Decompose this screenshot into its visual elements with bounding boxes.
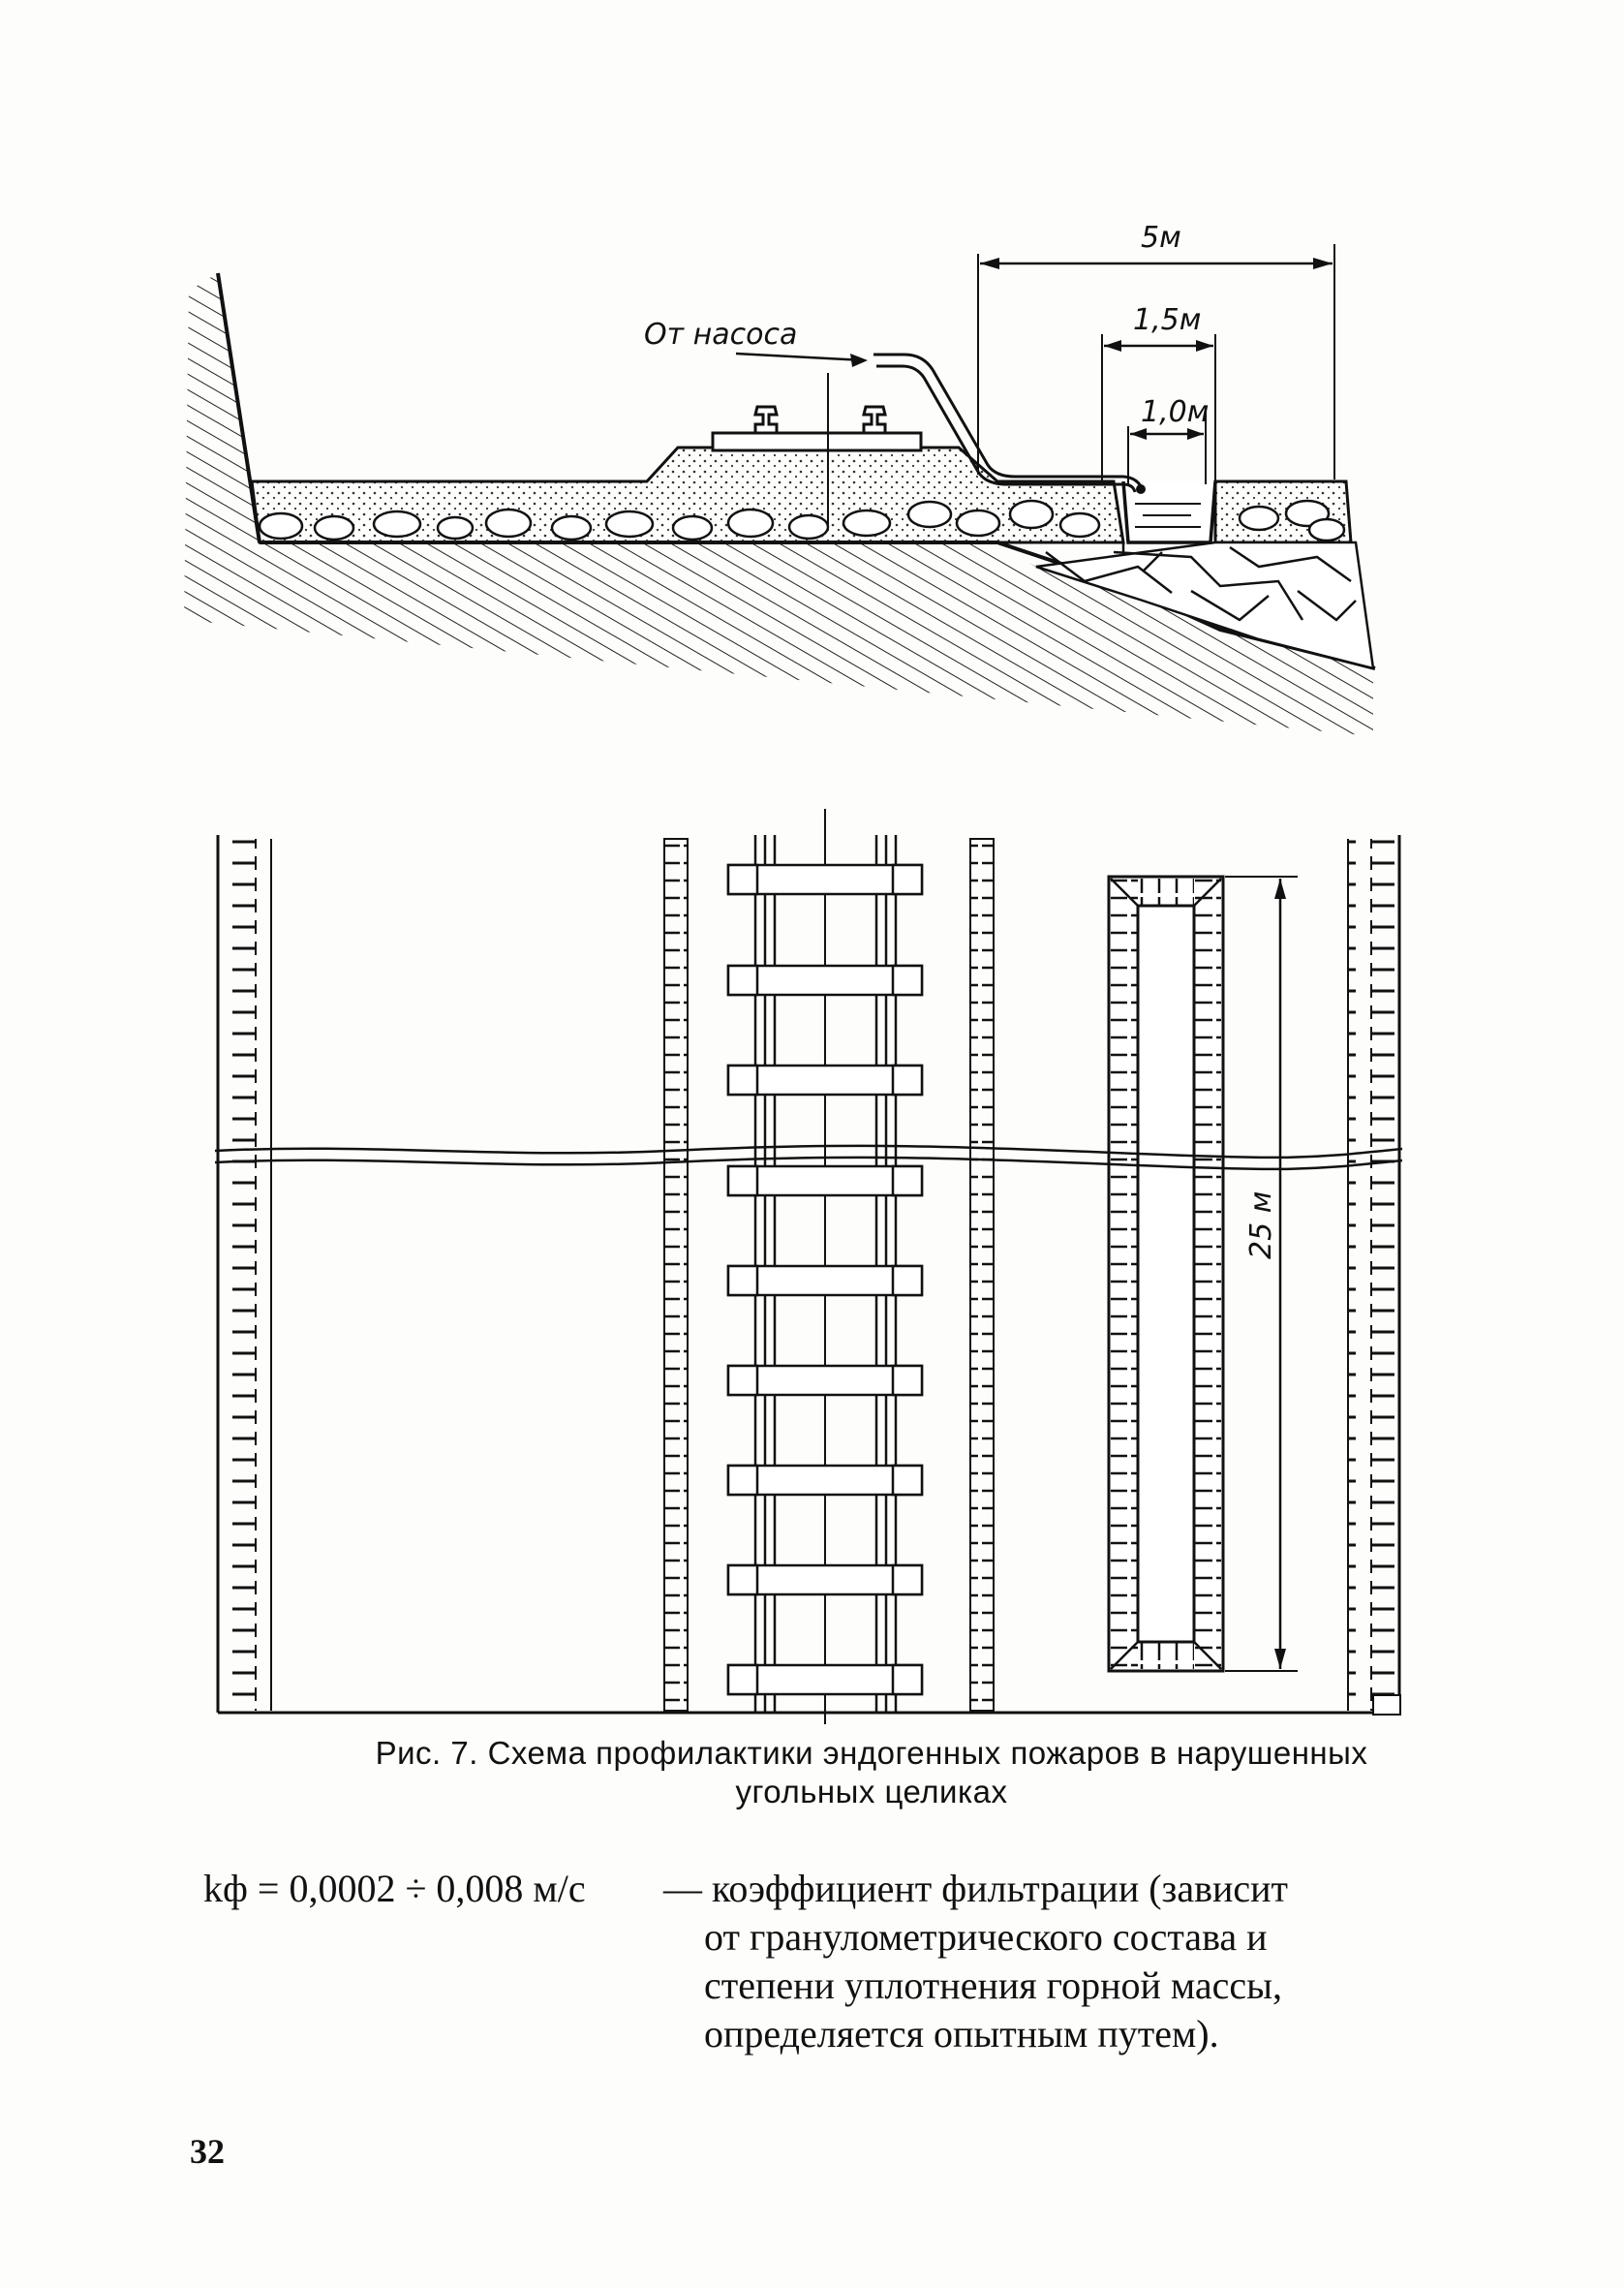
dimension-1-5m: 1,5м xyxy=(1133,303,1202,337)
formula-line-2: от гранулометрического состава и xyxy=(704,1915,1268,1959)
formula-line-3: степени уплотнения горной массы, xyxy=(704,1963,1283,2007)
pump-label: От насоса xyxy=(644,318,798,352)
formula-dash: — xyxy=(663,1867,702,1910)
right-wall-edge xyxy=(1348,839,1398,1711)
sleeper-section xyxy=(713,433,921,450)
figure-caption xyxy=(281,1734,1462,1811)
dimension-5m: 5м xyxy=(1141,221,1181,255)
left-wall-edge xyxy=(221,839,271,1711)
formula-line-1: — коэффициент фильтрации (зависит xyxy=(663,1867,1289,1910)
plan-view xyxy=(215,809,1402,1724)
page-number: 32 xyxy=(190,2132,225,2171)
dimension-1-0m: 1,0м xyxy=(1141,395,1210,429)
formula-line-4: определяется опытным путем). xyxy=(704,2012,1219,2056)
caption-line-2: угольных целиках xyxy=(735,1774,1008,1809)
rail-profile xyxy=(755,407,885,433)
caption-line-1: Рис. 7. Схема профилактики эндогенных пожаров в нарушенных xyxy=(375,1735,1368,1771)
ballast-edge-left xyxy=(664,839,688,1711)
dimension-25m: 25 м xyxy=(1244,1190,1278,1259)
formula-lhs: kф = 0,0002 ÷ 0,008 м/с xyxy=(203,1867,586,1910)
ballast-edge-right xyxy=(970,839,994,1711)
cross-section xyxy=(184,221,1385,736)
formula-description xyxy=(663,1865,1438,2058)
